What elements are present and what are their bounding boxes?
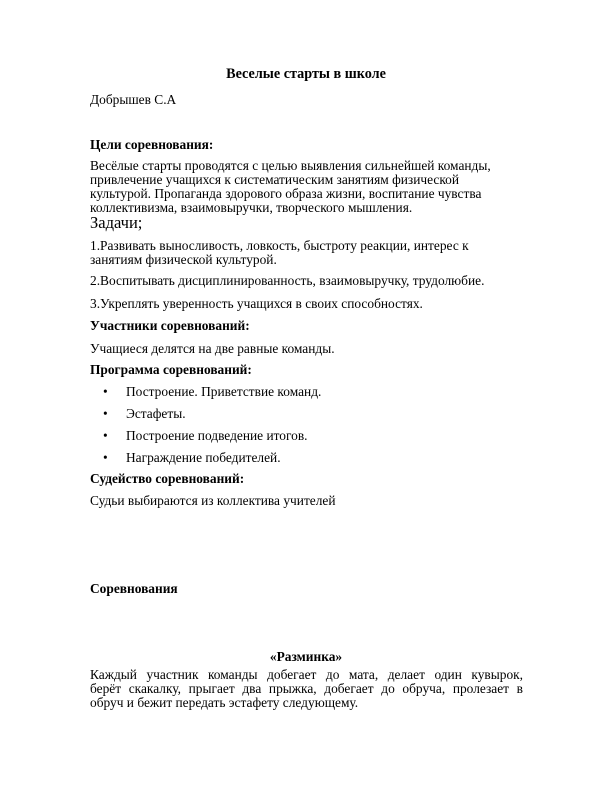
page-title: Веселые старты в школе	[226, 66, 386, 82]
bullet-marker: •	[103, 428, 108, 443]
warmup-paragraph	[90, 668, 523, 710]
task-line: занятиям физической культурой.	[90, 252, 277, 267]
competitions-heading: Соревнования	[90, 581, 178, 596]
program-item: Награждение победителей.	[126, 450, 281, 465]
goals-line: привлечение учащихся к систематическим занятиям физической	[90, 172, 460, 187]
warmup-line: берёт скакалку, прыгает два прыжка, добегает до обруча, пролезает в	[90, 681, 523, 696]
judging-heading: Судейство соревнований:	[90, 471, 245, 486]
bullet-marker: •	[103, 406, 108, 421]
participants-heading: Участники соревнований:	[90, 318, 250, 333]
bullet-marker: •	[103, 384, 108, 399]
author: Добрышев С.А	[90, 92, 177, 107]
program-item: Эстафеты.	[126, 406, 186, 421]
warmup-line: Каждый участник команды добегает до мата, делает один кувырок,	[90, 667, 523, 682]
goals-paragraph	[90, 159, 530, 215]
task-item-2: 2.Воспитывать дисциплинированность, взаимовыручку, трудолюбие.	[90, 273, 485, 288]
goals-line: коллективизма, взаимовыручки, творческого мышления.	[90, 200, 413, 215]
task-item-1	[90, 239, 530, 267]
judging-text: Судьи выбираются из коллектива учителей	[90, 493, 336, 508]
program-item: Построение. Приветствие команд.	[126, 384, 322, 399]
tasks-heading: Задачи;	[90, 213, 143, 232]
task-line: 1.Развивать выносливость, ловкость, быстроту реакции, интерес к	[90, 238, 469, 253]
bullet-marker: •	[103, 450, 108, 465]
warmup-heading: «Разминка»	[269, 649, 343, 664]
program-item: Построение подведение итогов.	[126, 428, 308, 443]
participants-text: Учащиеся делятся на две равные команды.	[90, 341, 335, 356]
task-item-3: 3.Укреплять уверенность учащихся в своих способностях.	[90, 296, 423, 311]
goals-line: Весёлые старты проводятся с целью выявления сильнейшей команды,	[90, 158, 491, 173]
program-heading: Программа соревнований:	[90, 362, 252, 377]
goals-heading: Цели соревнования:	[90, 137, 214, 152]
goals-line: культурой. Пропаганда здорового образа жизни, воспитание чувства	[90, 186, 482, 201]
warmup-line: обруч и бежит передать эстафету следующему.	[90, 695, 359, 710]
